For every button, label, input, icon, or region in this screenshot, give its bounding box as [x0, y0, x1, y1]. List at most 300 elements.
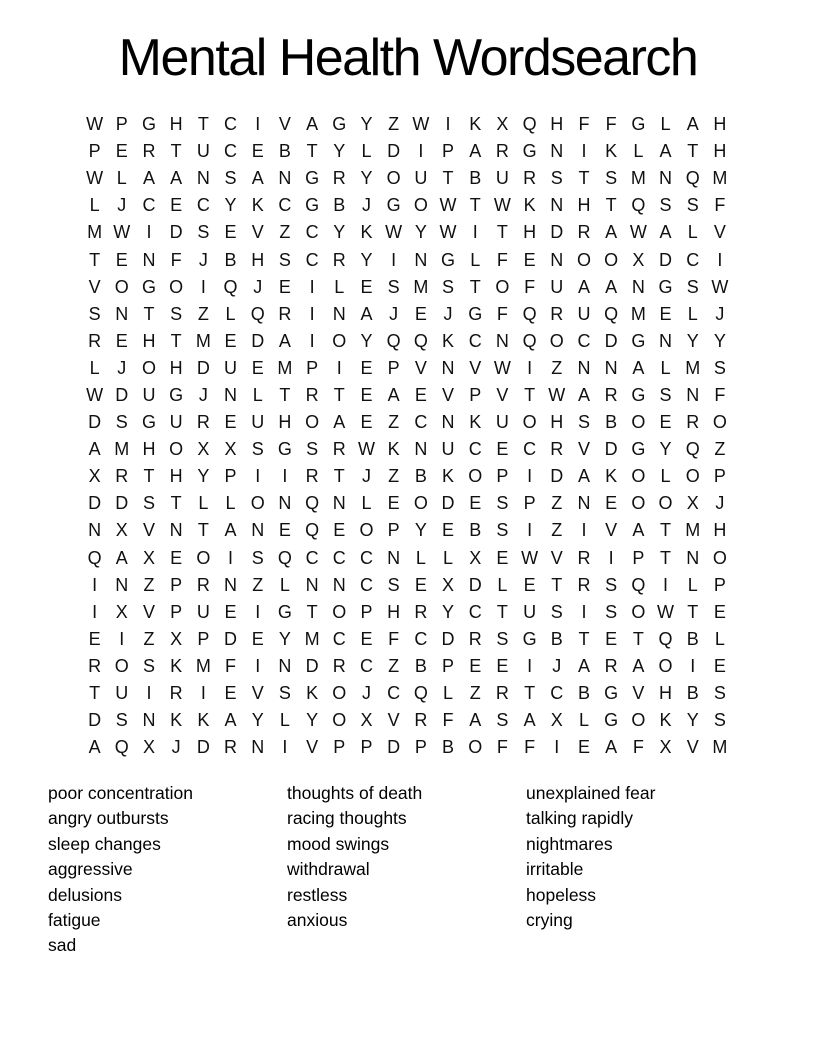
- grid-cell: X: [115, 520, 128, 541]
- grid-cell: H: [550, 412, 564, 433]
- grid-cell: G: [386, 195, 401, 216]
- grid-cell: Z: [388, 114, 400, 135]
- grid-cell: Q: [277, 547, 292, 568]
- grid-cell: Z: [469, 683, 481, 704]
- grid-cell: R: [495, 141, 509, 162]
- grid-cell: T: [170, 493, 182, 514]
- grid-cell: S: [197, 222, 210, 243]
- grid-cell: B: [414, 466, 427, 487]
- grid-cell: N: [278, 168, 292, 189]
- grid-cell: C: [359, 655, 373, 676]
- grid-cell: L: [687, 303, 698, 324]
- grid-cell: C: [577, 330, 591, 351]
- grid-cell: F: [225, 655, 237, 676]
- grid-cell: M: [630, 168, 646, 189]
- grid-cell: R: [305, 384, 319, 405]
- grid-cell: D: [305, 655, 319, 676]
- grid-cell: G: [631, 384, 646, 405]
- grid-cell: O: [386, 168, 401, 189]
- grid-cell: C: [196, 195, 210, 216]
- grid-cell: L: [470, 249, 481, 270]
- grid-cell: U: [441, 439, 455, 460]
- grid-cell: E: [442, 520, 455, 541]
- grid-cell: Y: [360, 330, 373, 351]
- grid-cell: R: [332, 168, 346, 189]
- grid-cell: H: [713, 114, 727, 135]
- grid-cell: R: [550, 439, 564, 460]
- word-list-column: [287, 781, 526, 933]
- grid-cell: W: [629, 222, 647, 243]
- grid-cell: B: [469, 520, 482, 541]
- grid-cell: S: [387, 276, 400, 297]
- grid-cell: S: [115, 710, 128, 731]
- grid-cell: U: [224, 357, 238, 378]
- grid-cell: T: [469, 276, 481, 297]
- grid-cell: C: [359, 547, 373, 568]
- grid-cell: C: [468, 601, 482, 622]
- grid-cell: T: [197, 114, 209, 135]
- grid-cell: L: [660, 466, 671, 487]
- grid-cell: O: [305, 412, 320, 433]
- grid-cell: E: [224, 222, 237, 243]
- grid-cell: S: [659, 195, 672, 216]
- grid-cell: M: [87, 222, 103, 243]
- grid-cell: Q: [305, 520, 320, 541]
- grid-cell: X: [469, 547, 482, 568]
- grid-cell: I: [309, 330, 315, 351]
- grid-cell: C: [305, 249, 319, 270]
- grid-cell: I: [282, 466, 288, 487]
- grid-cell: V: [142, 601, 155, 622]
- grid-cell: M: [114, 439, 130, 460]
- word-list-item: hopeless: [526, 884, 597, 905]
- grid-cell: I: [581, 141, 587, 162]
- grid-cell: Y: [360, 249, 373, 270]
- word-list-item: withdrawal: [287, 859, 370, 880]
- grid-cell: O: [196, 547, 211, 568]
- grid-cell: D: [659, 249, 673, 270]
- grid-cell: P: [442, 655, 455, 676]
- grid-cell: E: [496, 547, 509, 568]
- grid-cell: I: [119, 628, 125, 649]
- grid-cell: K: [170, 655, 183, 676]
- grid-cell: U: [495, 412, 509, 433]
- grid-cell: V: [550, 547, 563, 568]
- grid-cell: A: [360, 303, 373, 324]
- grid-cell: N: [224, 574, 238, 595]
- grid-cell: I: [581, 601, 587, 622]
- grid-cell: J: [361, 195, 371, 216]
- grid-cell: C: [686, 249, 700, 270]
- grid-cell: R: [686, 412, 700, 433]
- grid-cell: O: [631, 710, 646, 731]
- grid-cell: E: [713, 601, 726, 622]
- grid-cell: U: [142, 384, 156, 405]
- grid-cell: E: [523, 249, 536, 270]
- grid-cell: L: [198, 493, 209, 514]
- grid-cell: R: [577, 547, 591, 568]
- grid-cell: O: [332, 710, 347, 731]
- grid-cell: I: [527, 357, 533, 378]
- grid-cell: T: [578, 168, 590, 189]
- grid-cell: X: [496, 114, 509, 135]
- grid-cell: L: [225, 493, 236, 514]
- grid-cell: S: [496, 628, 509, 649]
- grid-cell: M: [413, 276, 429, 297]
- grid-cell: S: [550, 168, 563, 189]
- grid-cell: N: [224, 384, 238, 405]
- grid-cell: H: [577, 195, 591, 216]
- grid-cell: T: [333, 466, 345, 487]
- grid-cell: O: [712, 412, 727, 433]
- grid-cell: B: [686, 628, 699, 649]
- grid-cell: K: [442, 330, 455, 351]
- grid-cell: X: [632, 249, 645, 270]
- grid-cell: C: [387, 683, 401, 704]
- grid-cell: C: [332, 547, 346, 568]
- grid-cell: B: [224, 249, 237, 270]
- grid-cell: T: [89, 249, 101, 270]
- word-list-item: poor concentration: [48, 783, 193, 803]
- grid-cell: D: [169, 222, 183, 243]
- grid-cell: P: [442, 141, 455, 162]
- grid-cell: E: [224, 412, 237, 433]
- grid-cell: O: [332, 330, 347, 351]
- word-list-item: thoughts of death: [287, 783, 423, 803]
- grid-cell: L: [660, 114, 671, 135]
- grid-cell: G: [522, 628, 537, 649]
- grid-cell: I: [418, 141, 424, 162]
- grid-cell: K: [306, 683, 319, 704]
- grid-cell: H: [142, 330, 156, 351]
- grid-cell: D: [387, 737, 401, 758]
- grid-cell: C: [468, 439, 482, 460]
- grid-cell: D: [88, 710, 102, 731]
- grid-cell: H: [169, 357, 183, 378]
- grid-cell: I: [445, 114, 451, 135]
- grid-cell: N: [441, 412, 455, 433]
- grid-cell: N: [115, 303, 129, 324]
- grid-cell: L: [497, 574, 508, 595]
- grid-cell: S: [605, 574, 618, 595]
- grid-cell: I: [554, 737, 560, 758]
- grid-cell: F: [524, 276, 536, 297]
- grid-cell: E: [115, 330, 128, 351]
- grid-cell: W: [493, 195, 511, 216]
- grid-cell: F: [714, 384, 726, 405]
- grid-cell: I: [200, 276, 206, 297]
- grid-cell: M: [712, 168, 728, 189]
- grid-cell: G: [141, 412, 156, 433]
- grid-cell: Z: [279, 222, 291, 243]
- grid-cell: I: [255, 601, 261, 622]
- grid-cell: I: [527, 466, 533, 487]
- grid-cell: O: [332, 683, 347, 704]
- grid-cell: Q: [522, 330, 537, 351]
- grid-cell: A: [306, 114, 319, 135]
- grid-cell: E: [605, 628, 618, 649]
- grid-cell: S: [115, 412, 128, 433]
- grid-cell: S: [442, 276, 455, 297]
- grid-cell: V: [632, 683, 645, 704]
- grid-cell: E: [251, 357, 264, 378]
- word-list-item: angry outbursts: [48, 808, 169, 829]
- grid-cell: C: [224, 114, 238, 135]
- grid-cell: E: [360, 276, 373, 297]
- grid-cell: A: [333, 412, 346, 433]
- grid-cell: P: [224, 466, 237, 487]
- grid-cell: U: [577, 303, 591, 324]
- grid-cell: T: [333, 384, 345, 405]
- grid-cell: L: [361, 493, 372, 514]
- grid-cell: R: [169, 683, 183, 704]
- grid-cell: D: [604, 439, 618, 460]
- grid-cell: P: [197, 628, 210, 649]
- grid-cell: T: [170, 330, 182, 351]
- grid-cell: M: [712, 737, 728, 758]
- grid-cell: L: [89, 195, 100, 216]
- grid-cell: N: [495, 330, 509, 351]
- grid-cell: J: [443, 303, 453, 324]
- grid-cell: X: [360, 710, 373, 731]
- grid-cell: P: [469, 384, 482, 405]
- grid-cell: I: [255, 114, 261, 135]
- grid-cell: X: [659, 737, 672, 758]
- grid-cell: N: [196, 168, 210, 189]
- grid-cell: Y: [442, 601, 455, 622]
- grid-cell: A: [224, 710, 237, 731]
- grid-cell: Z: [252, 574, 264, 595]
- grid-cell: R: [414, 601, 428, 622]
- grid-cell: J: [171, 737, 181, 758]
- grid-cell: U: [196, 141, 210, 162]
- grid-cell: Q: [250, 303, 265, 324]
- grid-cell: X: [197, 439, 210, 460]
- grid-cell: S: [605, 168, 618, 189]
- grid-cell: A: [577, 466, 590, 487]
- grid-cell: I: [255, 655, 261, 676]
- grid-cell: M: [195, 655, 211, 676]
- grid-cell: R: [577, 574, 591, 595]
- grid-cell: U: [414, 168, 428, 189]
- grid-cell: A: [632, 655, 645, 676]
- grid-cell: N: [332, 574, 346, 595]
- grid-cell: T: [687, 601, 699, 622]
- grid-cell: N: [441, 357, 455, 378]
- word-list-item: sleep changes: [48, 833, 161, 854]
- grid-cell: N: [631, 276, 645, 297]
- grid-cell: D: [196, 357, 210, 378]
- grid-cell: A: [659, 141, 672, 162]
- grid-cell: N: [278, 493, 292, 514]
- grid-cell: T: [578, 628, 590, 649]
- grid-cell: N: [414, 249, 428, 270]
- grid-cell: R: [305, 466, 319, 487]
- grid-cell: C: [305, 222, 319, 243]
- grid-cell: L: [415, 547, 426, 568]
- grid-cell: O: [250, 493, 265, 514]
- grid-cell: D: [115, 493, 129, 514]
- grid-cell: E: [360, 412, 373, 433]
- grid-cell: T: [524, 683, 536, 704]
- grid-cell: Y: [659, 439, 672, 460]
- grid-cell: O: [495, 276, 510, 297]
- word-list-item: crying: [526, 910, 573, 931]
- grid-cell: K: [659, 710, 672, 731]
- grid-cell: V: [442, 384, 455, 405]
- grid-cell: T: [660, 547, 672, 568]
- grid-cell: Q: [223, 276, 238, 297]
- grid-cell: N: [169, 520, 183, 541]
- grid-cell: H: [523, 222, 537, 243]
- grid-cell: A: [170, 168, 183, 189]
- word-list-item: unexplained fear: [526, 783, 656, 803]
- grid-cell: L: [279, 574, 290, 595]
- grid-cell: N: [686, 384, 700, 405]
- grid-cell: W: [86, 384, 104, 405]
- grid-cell: R: [115, 466, 129, 487]
- grid-cell: A: [605, 737, 618, 758]
- grid-cell: C: [468, 330, 482, 351]
- grid-cell: W: [86, 168, 104, 189]
- grid-cell: Y: [333, 222, 346, 243]
- grid-cell: D: [441, 628, 455, 649]
- grid-cell: H: [142, 439, 156, 460]
- grid-cell: L: [116, 168, 127, 189]
- letter-grid: [81, 111, 734, 761]
- grid-cell: J: [117, 357, 127, 378]
- grid-cell: X: [142, 547, 155, 568]
- grid-cell: E: [278, 520, 291, 541]
- grid-cell: O: [522, 412, 537, 433]
- grid-cell: S: [713, 710, 726, 731]
- grid-cell: A: [577, 276, 590, 297]
- grid-cell: D: [550, 222, 564, 243]
- grid-cell: D: [88, 493, 102, 514]
- grid-cell: G: [604, 683, 619, 704]
- grid-cell: W: [412, 114, 430, 135]
- grid-cell: T: [306, 141, 318, 162]
- grid-cell: Q: [631, 574, 646, 595]
- grid-cell: F: [170, 249, 182, 270]
- grid-cell: T: [660, 520, 672, 541]
- grid-cell: K: [469, 412, 482, 433]
- grid-cell: T: [143, 466, 155, 487]
- grid-cell: E: [496, 439, 509, 460]
- grid-cell: Z: [388, 466, 400, 487]
- grid-cell: A: [469, 710, 482, 731]
- grid-cell: Q: [685, 439, 700, 460]
- grid-cell: E: [224, 601, 237, 622]
- grid-cell: X: [170, 628, 183, 649]
- grid-cell: A: [632, 357, 645, 378]
- grid-cell: R: [577, 222, 591, 243]
- grid-cell: E: [360, 384, 373, 405]
- grid-cell: B: [442, 737, 455, 758]
- word-list-item: talking rapidly: [526, 808, 633, 829]
- grid-cell: N: [278, 655, 292, 676]
- grid-cell: T: [197, 520, 209, 541]
- grid-cell: O: [685, 466, 700, 487]
- grid-cell: C: [414, 412, 428, 433]
- grid-cell: O: [114, 276, 129, 297]
- grid-cell: S: [496, 520, 509, 541]
- grid-cell: A: [115, 547, 128, 568]
- grid-cell: S: [251, 439, 264, 460]
- grid-cell: N: [115, 574, 129, 595]
- grid-cell: S: [278, 683, 291, 704]
- grid-cell: P: [523, 493, 536, 514]
- grid-cell: L: [443, 683, 454, 704]
- word-list-item: irritable: [526, 859, 584, 880]
- grid-cell: N: [251, 737, 265, 758]
- grid-cell: I: [690, 655, 696, 676]
- grid-cell: W: [113, 222, 131, 243]
- grid-cell: I: [581, 520, 587, 541]
- grid-cell: Y: [686, 710, 699, 731]
- grid-cell: N: [142, 710, 156, 731]
- grid-cell: Q: [658, 628, 673, 649]
- grid-cell: S: [387, 574, 400, 595]
- grid-cell: P: [713, 466, 726, 487]
- grid-cell: J: [198, 249, 208, 270]
- grid-cell: L: [361, 141, 372, 162]
- grid-cell: M: [277, 357, 293, 378]
- grid-cell: Y: [333, 141, 346, 162]
- grid-cell: O: [658, 655, 673, 676]
- grid-cell: O: [413, 195, 428, 216]
- word-list-column: [526, 781, 655, 933]
- grid-cell: I: [255, 466, 261, 487]
- grid-cell: R: [414, 710, 428, 731]
- grid-cell: O: [413, 493, 428, 514]
- grid-cell: I: [146, 222, 152, 243]
- grid-cell: E: [360, 357, 373, 378]
- grid-cell: R: [224, 737, 238, 758]
- grid-cell: S: [659, 384, 672, 405]
- grid-cell: O: [631, 601, 646, 622]
- grid-cell: E: [414, 574, 427, 595]
- grid-cell: A: [224, 520, 237, 541]
- grid-cell: Z: [714, 439, 726, 460]
- grid-cell: K: [442, 466, 455, 487]
- grid-cell: E: [605, 493, 618, 514]
- word-list: [48, 781, 655, 959]
- grid-cell: J: [198, 384, 208, 405]
- grid-cell: I: [663, 574, 669, 595]
- grid-cell: O: [631, 493, 646, 514]
- grid-cell: G: [631, 439, 646, 460]
- grid-cell: T: [687, 141, 699, 162]
- grid-cell: D: [224, 628, 238, 649]
- grid-cell: N: [142, 249, 156, 270]
- grid-cell: J: [117, 195, 127, 216]
- grid-cell: F: [496, 303, 508, 324]
- grid-cell: O: [169, 276, 184, 297]
- page-title: Mental Health Wordsearch: [118, 29, 698, 87]
- grid-cell: E: [278, 276, 291, 297]
- grid-cell: Z: [551, 520, 563, 541]
- grid-cell: X: [442, 574, 455, 595]
- grid-cell: K: [387, 439, 400, 460]
- grid-cell: E: [224, 683, 237, 704]
- grid-cell: L: [225, 303, 236, 324]
- grid-cell: P: [115, 114, 128, 135]
- grid-cell: Q: [522, 303, 537, 324]
- grid-cell: U: [550, 276, 564, 297]
- grid-cell: O: [468, 737, 483, 758]
- grid-cell: L: [252, 384, 263, 405]
